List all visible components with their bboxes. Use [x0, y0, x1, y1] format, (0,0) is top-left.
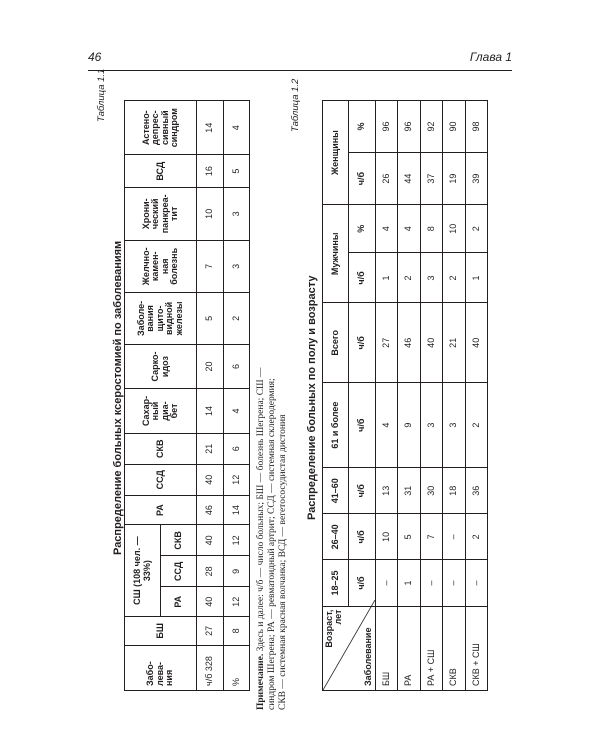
table-cell: 90	[443, 101, 465, 153]
table-cell: 4	[375, 383, 397, 468]
table-cell: 30	[420, 468, 442, 514]
table-row	[465, 101, 487, 691]
table-cell: 8	[223, 616, 249, 645]
t1-col-sarcoid: Сарко- идоз	[125, 344, 197, 388]
t1-col-ssd: ССД	[125, 464, 197, 495]
table-cell: 8	[420, 205, 442, 253]
table-cell: 7	[197, 240, 223, 292]
t2-corner-bottom: Заболевание	[362, 627, 373, 686]
table-cell: 3	[223, 187, 249, 240]
t2-col-26-40: 26–40	[323, 514, 349, 560]
table-cell: 10	[443, 205, 465, 253]
table2	[322, 100, 488, 691]
page-number: 46	[88, 50, 102, 64]
t1-col-bsh: БШ	[125, 616, 197, 645]
row-label: СКВ + СШ	[465, 606, 487, 690]
t1-sub-ra: РА	[161, 587, 197, 617]
table2-wrapper	[322, 100, 488, 691]
t1-col-ssh: СШ (108 чел. — 33%)	[125, 525, 161, 617]
row-label: СКВ	[443, 606, 465, 690]
table-cell: 2	[398, 253, 420, 303]
table-row	[443, 101, 465, 691]
table-cell: 27	[197, 616, 223, 645]
table1-note	[256, 360, 289, 710]
t1-col-diabetes: Сахар- ный диа- бет	[125, 389, 197, 433]
chapter-title: Глава 1	[469, 50, 512, 64]
table-cell: 16	[197, 155, 223, 188]
table-cell: 13	[375, 468, 397, 514]
table-cell: 40	[197, 587, 223, 617]
table-cell: 39	[465, 153, 487, 205]
t2-sub-cb: ч/б	[349, 560, 375, 606]
table-cell: 40	[197, 525, 223, 556]
table-cell: 6	[223, 433, 249, 464]
table-cell: 9	[398, 383, 420, 468]
table-cell: 5	[398, 514, 420, 560]
table-cell: 27	[375, 303, 397, 383]
table-row	[197, 101, 223, 691]
table-cell: 4	[223, 101, 249, 155]
t2-col-41-60: 41–60	[323, 468, 349, 514]
table-cell: 21	[197, 433, 223, 464]
t1-col-pancreat: Хрони- ческий панкреа- тит	[125, 187, 197, 240]
table-cell: 26	[375, 153, 397, 205]
t2-col-18-25: 18–25	[323, 560, 349, 606]
t2-col-women: Женщины	[323, 101, 349, 205]
table-cell: 92	[420, 101, 442, 153]
table-cell: 4	[375, 205, 397, 253]
table-cell: 4	[223, 389, 249, 433]
t2-sub-cb: ч/б	[349, 383, 375, 468]
table-cell: 28	[197, 556, 223, 587]
table-cell: 19	[443, 153, 465, 205]
table-cell: 4	[398, 205, 420, 253]
table2-label: Таблица 1.2	[290, 78, 301, 132]
table-cell: 20	[197, 344, 223, 388]
t2-sub-pct: %	[349, 101, 375, 153]
table-cell: –	[465, 560, 487, 606]
table-cell: 31	[398, 468, 420, 514]
table-row	[398, 101, 420, 691]
table-cell: 3	[420, 383, 442, 468]
t2-corner-top: Возраст, лет	[324, 609, 344, 648]
table-cell: 40	[465, 303, 487, 383]
row-label: РА	[398, 606, 420, 690]
table-cell: 2	[465, 383, 487, 468]
table-cell: 21	[443, 303, 465, 383]
row-label: БШ	[375, 606, 397, 690]
table1	[124, 100, 250, 691]
t2-sub-cb: ч/б	[349, 253, 375, 303]
table-cell: –	[420, 560, 442, 606]
table-cell: 9	[223, 556, 249, 587]
table-cell: –	[443, 560, 465, 606]
table-cell: 18	[443, 468, 465, 514]
table-cell: 6	[223, 344, 249, 388]
t1-sub-ssd: ССД	[161, 556, 197, 587]
table-cell: 98	[465, 101, 487, 153]
table-cell: 12	[223, 525, 249, 556]
table2-title: Распределение больных по полу и возрасту	[306, 275, 318, 520]
row-label: %	[223, 645, 249, 690]
table1-wrapper	[124, 100, 250, 691]
table-cell: 40	[420, 303, 442, 383]
table-cell: –	[375, 560, 397, 606]
table-cell: 14	[223, 495, 249, 525]
table-cell: 3	[223, 240, 249, 292]
table-cell: 5	[223, 155, 249, 188]
table-cell: 2	[465, 514, 487, 560]
table-cell: 3	[420, 253, 442, 303]
note-text: Здесь и далее: ч/б — число больных; БШ — болезнь Шегрена; СШ — синдром Шегрена; РА — ревматоидный артрит; ССД — системная склеродермия; СКВ — системная красная волчанка; ВСД — вегетососудистая дистония	[256, 367, 288, 710]
table-cell: 2	[223, 293, 249, 345]
table-cell: 36	[465, 468, 487, 514]
t1-col-vsd: ВСД	[125, 155, 197, 188]
t2-sub-cb: ч/б	[349, 514, 375, 560]
table-cell: 14	[197, 389, 223, 433]
row-label: РА + СШ	[420, 606, 442, 690]
table-cell: 40	[197, 464, 223, 495]
table1-title: Распределение больных ксеростомией по заболеваниям	[112, 240, 124, 555]
table-cell: 2	[465, 205, 487, 253]
t2-corner-cell	[323, 606, 376, 690]
table-cell: 12	[223, 464, 249, 495]
table-cell: 5	[197, 293, 223, 345]
table-cell: 10	[375, 514, 397, 560]
table-cell: 37	[420, 153, 442, 205]
table-cell: 7	[420, 514, 442, 560]
t1-col-asthenic: Астено- депрес- сивный синдром	[125, 101, 197, 155]
table-cell: 14	[197, 101, 223, 155]
table-cell: 1	[465, 253, 487, 303]
table-row	[375, 101, 397, 691]
table-cell: 10	[197, 187, 223, 240]
table-cell: –	[443, 514, 465, 560]
table-row	[420, 101, 442, 691]
table-cell: 46	[197, 495, 223, 525]
t2-sub-cb: ч/б	[349, 468, 375, 514]
t2-sub-cb: ч/б	[349, 153, 375, 205]
table-cell: 12	[223, 587, 249, 617]
note-label: Примечание.	[256, 653, 266, 710]
t1-col-thyroid: Заболе- вания щито- видной железы	[125, 293, 197, 345]
table-cell: 96	[375, 101, 397, 153]
t1-col-disease: Забо- лева- ния	[125, 645, 197, 690]
table-cell: 96	[398, 101, 420, 153]
table-cell: 1	[398, 560, 420, 606]
table-cell: 46	[398, 303, 420, 383]
t1-col-gallstone: Желчно- камен- ная болезнь	[125, 240, 197, 292]
header-rule	[88, 70, 512, 71]
t2-col-total: Всего	[323, 303, 349, 383]
row-label: ч/б 328	[197, 645, 223, 690]
t2-col-men: Мужчины	[323, 205, 349, 303]
table-cell: 1	[375, 253, 397, 303]
t2-sub-cb: ч/б	[349, 303, 375, 383]
t2-col-61: 61 и более	[323, 383, 349, 468]
table-row	[223, 101, 249, 691]
table-cell: 3	[443, 383, 465, 468]
table-cell: 44	[398, 153, 420, 205]
t2-sub-pct: %	[349, 205, 375, 253]
t1-col-ra: РА	[125, 495, 197, 525]
t1-sub-skv: СКВ	[161, 525, 197, 556]
t1-col-skv: СКВ	[125, 433, 197, 464]
table1-label: Таблица 1.1	[96, 68, 107, 122]
table-cell: 2	[443, 253, 465, 303]
